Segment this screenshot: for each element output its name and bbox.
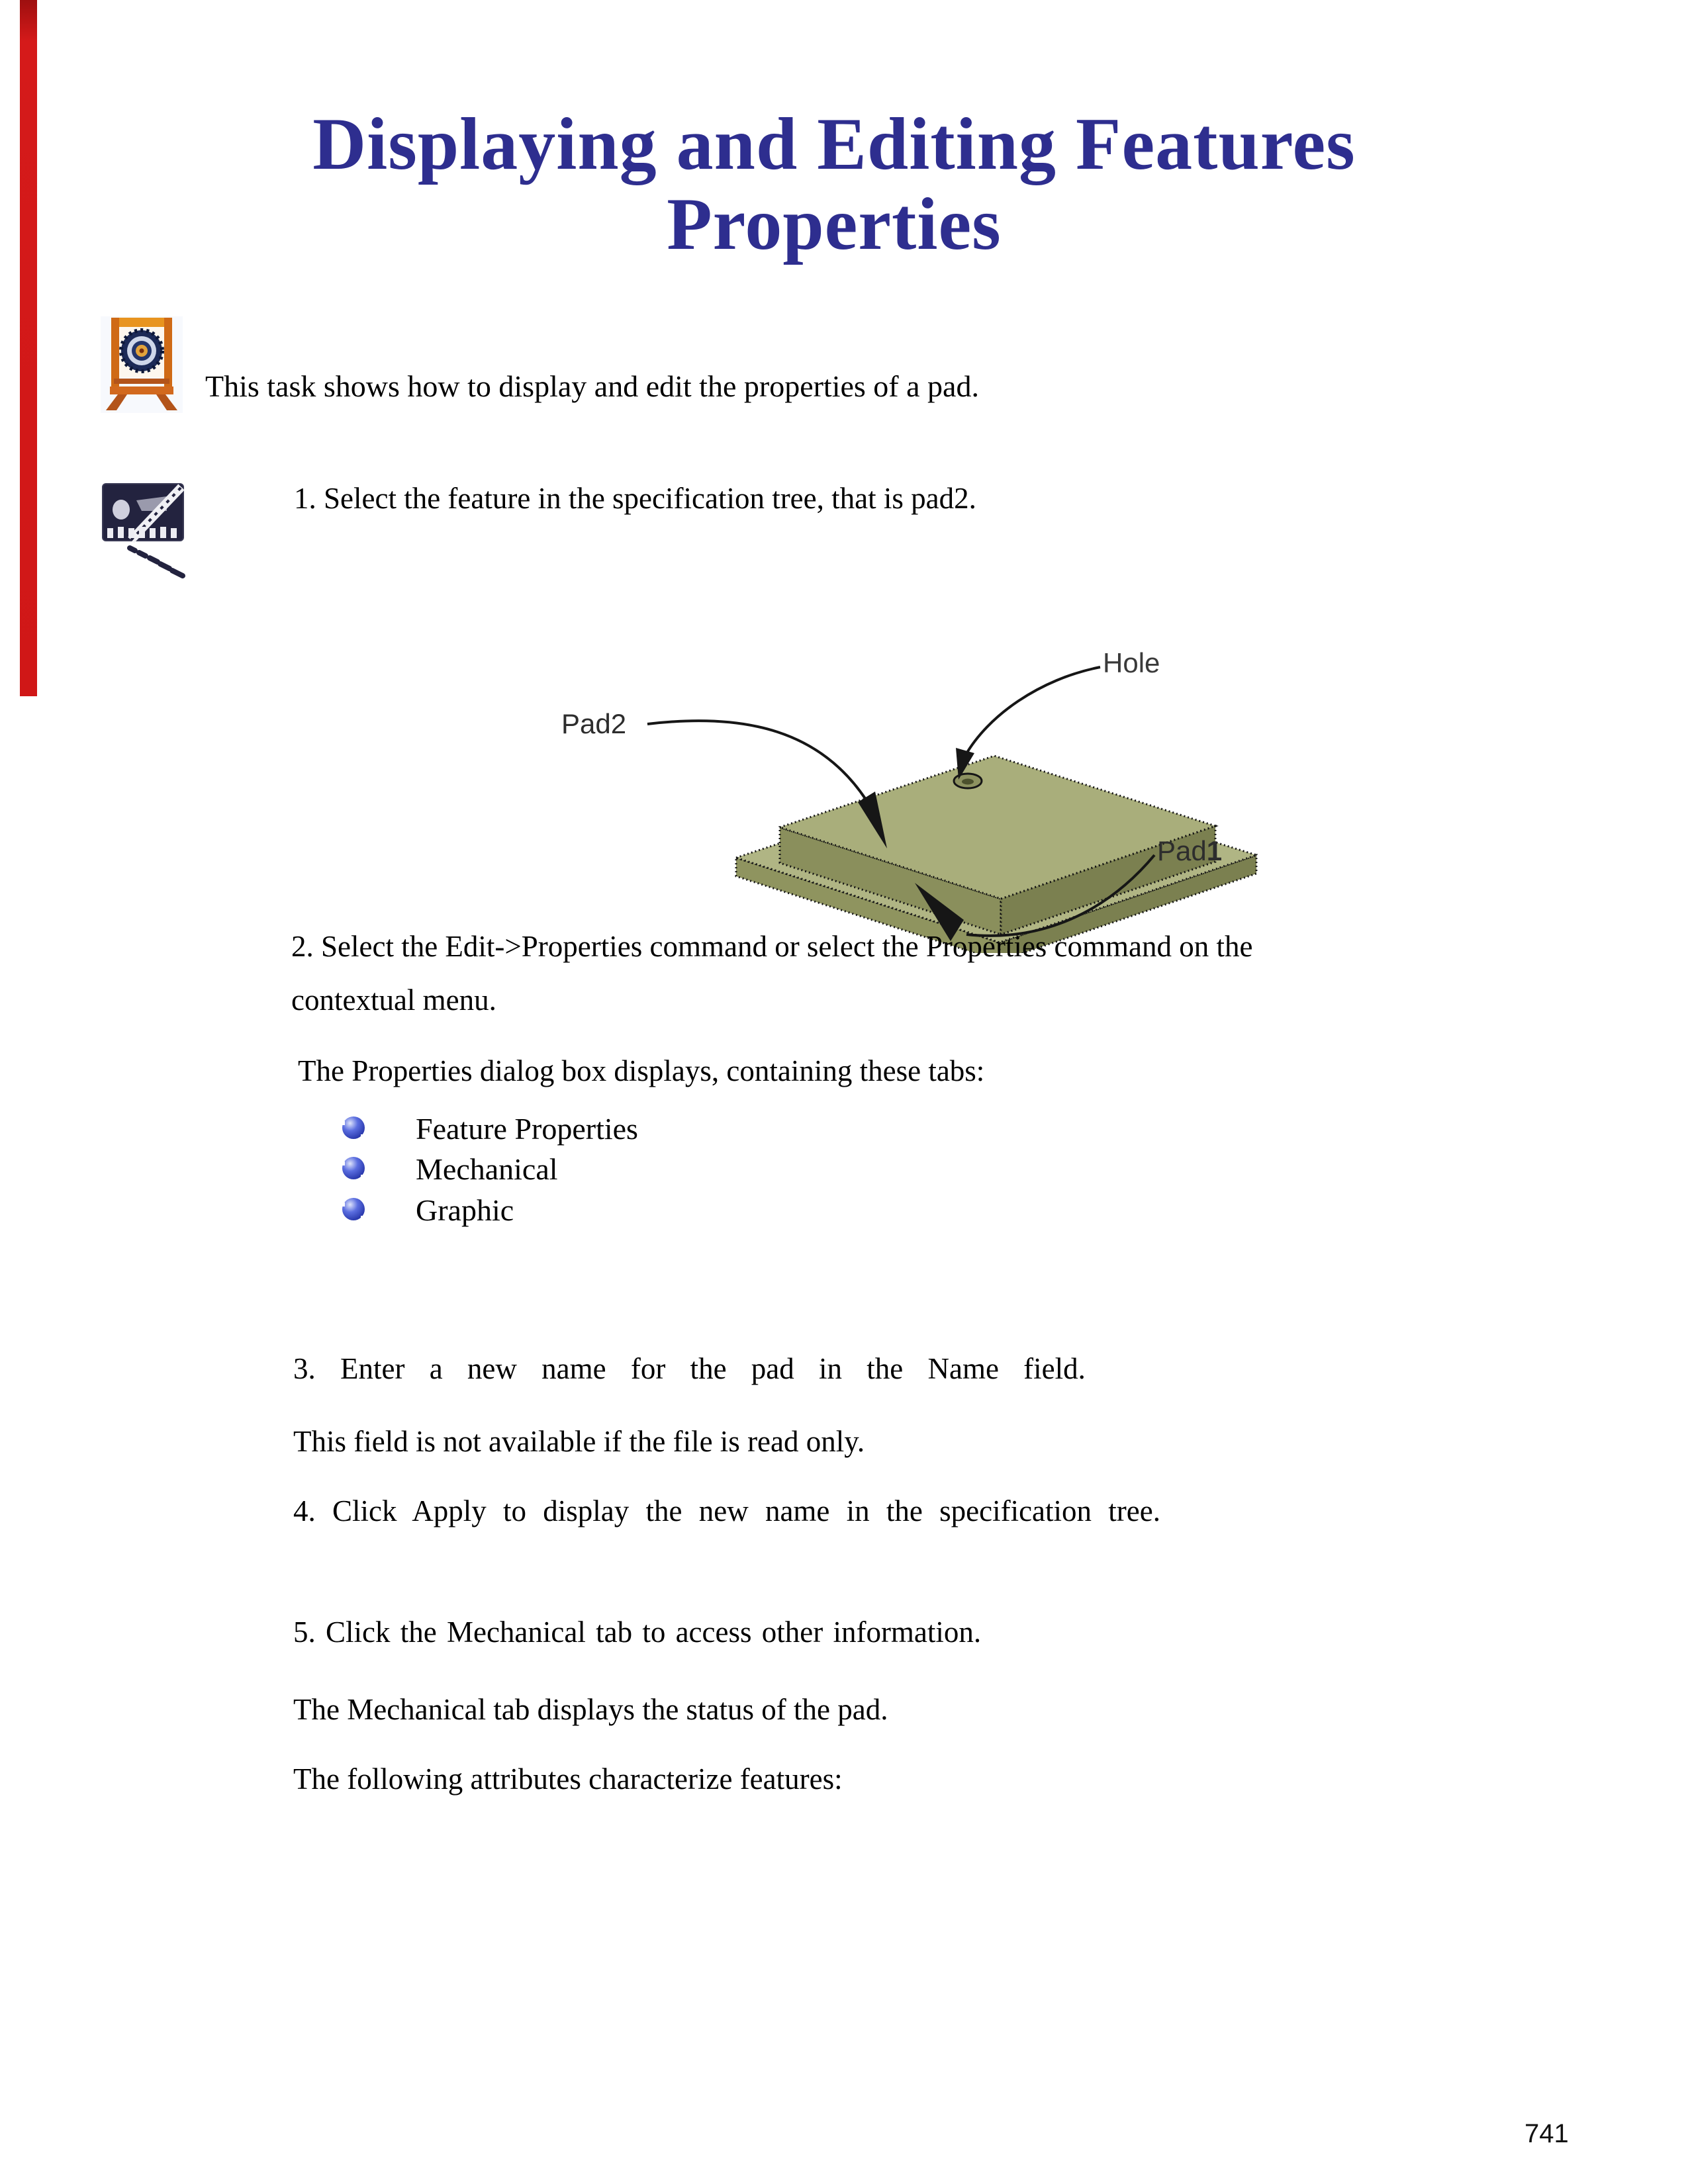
page-title-line1: Displaying and Editing Features xyxy=(312,103,1356,185)
left-edge-red-bar xyxy=(20,0,37,696)
mechanical-tab-note: The Mechanical tab displays the status of the pad. xyxy=(293,1693,888,1726)
figure-label-pad1: Pad1 xyxy=(1157,835,1223,866)
page-number: 741 xyxy=(1524,2119,1569,2148)
figure-label-hole: Hole xyxy=(1103,647,1160,678)
step-2-text-line2: contextual menu. xyxy=(291,983,496,1017)
step-3-text: 3. Enter a new name for the pad in the Name field. xyxy=(293,1352,1086,1385)
step-5-text: 5. Click the Mechanical tab to access other information. xyxy=(293,1615,982,1649)
blue-sphere-bullet-icon xyxy=(341,1196,366,1222)
step-4-text: 4. Click Apply to display the new name in the specification tree. xyxy=(293,1494,1160,1527)
target-easel-icon xyxy=(101,316,183,413)
step-2-text-line1: 2. Select the Edit->Properties command or select the Properties command on the xyxy=(291,930,1253,963)
page-title-line2: Properties xyxy=(667,183,1002,265)
intro-sentence: This task shows how to display and edit the properties of a pad. xyxy=(205,369,979,403)
tab-item-mechanical: Mechanical xyxy=(416,1152,558,1186)
pad-illustration xyxy=(549,615,1278,953)
blue-sphere-bullet-icon xyxy=(341,1115,366,1141)
step-1-text: 1. Select the feature in the specification tree, that is pad2. xyxy=(294,482,976,515)
figure-label-pad2: Pad2 xyxy=(561,708,627,739)
attributes-note: The following attributes characterize features: xyxy=(293,1762,843,1796)
properties-dialog-sentence: The Properties dialog box displays, containing these tabs: xyxy=(298,1054,985,1087)
tab-item-feature-properties: Feature Properties xyxy=(416,1112,638,1146)
read-only-note: This field is not available if the file is read only. xyxy=(293,1425,865,1458)
blue-sphere-bullet-icon xyxy=(341,1155,366,1181)
tab-item-graphic: Graphic xyxy=(416,1193,514,1227)
clapperboard-icon xyxy=(99,480,192,581)
